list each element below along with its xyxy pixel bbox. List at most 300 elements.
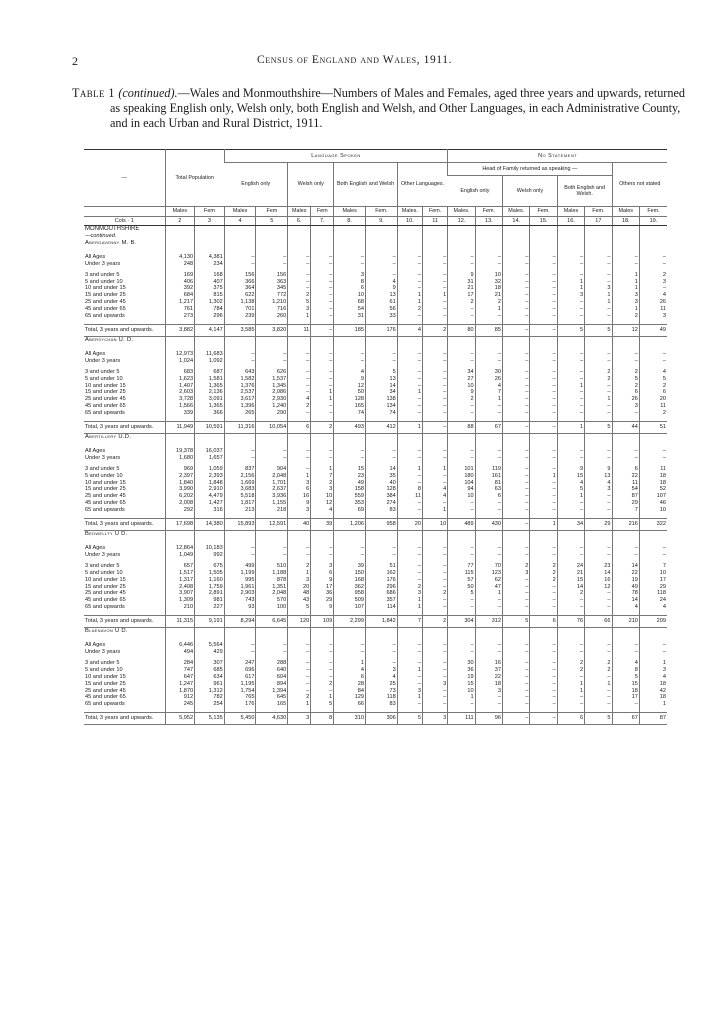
- cols-label: Cols · 1: [84, 217, 165, 226]
- total-cell: 51: [639, 422, 667, 434]
- table-cell: –: [422, 604, 447, 611]
- table-cell: 1,092: [195, 358, 225, 365]
- table-cell: 1,217: [165, 299, 195, 306]
- table-cell: 1,199: [224, 570, 256, 577]
- total-cell: 96: [475, 713, 502, 725]
- total-cell: 88: [448, 422, 475, 434]
- total-cell: 5: [503, 616, 530, 628]
- table-cell: –: [585, 688, 612, 695]
- table-cell: 14: [612, 563, 639, 570]
- table-cell: –: [448, 649, 475, 656]
- table-cell: 815: [195, 292, 225, 299]
- table-row: [84, 473, 667, 480]
- total-cell: 185: [334, 324, 366, 336]
- table-cell: 48: [288, 590, 311, 597]
- table-cell: 1,870: [165, 688, 195, 695]
- table-cell: –: [475, 410, 502, 417]
- table-cell: –: [585, 306, 612, 313]
- empty-cell: [639, 336, 667, 351]
- table-cell: –: [503, 396, 530, 403]
- table-cell: –: [288, 285, 311, 292]
- table-cell: –: [475, 254, 502, 261]
- empty-cell: [165, 336, 195, 351]
- hf-both-header: Both English and Welsh.: [557, 176, 612, 207]
- table-cell: –: [288, 552, 311, 559]
- table-cell: 94: [448, 486, 475, 493]
- table-row: [84, 570, 667, 577]
- table-cell: 104: [448, 480, 475, 487]
- table-cell: 83: [366, 507, 398, 514]
- table-cell: 288: [256, 660, 288, 667]
- table-cell: 2: [475, 299, 502, 306]
- table-cell: 31: [448, 279, 475, 286]
- table-cell: –: [557, 376, 584, 383]
- table-cell: 5,518: [224, 493, 256, 500]
- empty-cell: [366, 628, 398, 643]
- table-cell: 2: [612, 313, 639, 320]
- table-cell: 1,059: [195, 466, 225, 473]
- table-cell: 210: [165, 604, 195, 611]
- table-cell: –: [311, 649, 334, 656]
- table-cell: –: [311, 455, 334, 462]
- table-row: [84, 272, 667, 279]
- empty-cell: [288, 628, 311, 643]
- table-cell: 12: [585, 584, 612, 591]
- table-cell: –: [475, 448, 502, 455]
- table-cell: –: [503, 272, 530, 279]
- table-cell: 5: [288, 299, 311, 306]
- table-cell: 1,407: [165, 383, 195, 390]
- table-cell: –: [503, 292, 530, 299]
- table-cell: 5: [557, 486, 584, 493]
- table-cell: –: [311, 306, 334, 313]
- table-cell: –: [311, 313, 334, 320]
- table-cell: –: [475, 500, 502, 507]
- table-cell: –: [422, 369, 447, 376]
- table-cell: 213: [224, 507, 256, 514]
- table-cell: 604: [256, 674, 288, 681]
- table-cell: –: [366, 649, 398, 656]
- table-cell: 1: [334, 660, 366, 667]
- table-cell: 11,683: [195, 351, 225, 358]
- table-cell: –: [557, 642, 584, 649]
- table-cell: –: [530, 500, 557, 507]
- table-cell: –: [503, 358, 530, 365]
- table-cell: 1: [311, 694, 334, 701]
- table-row: [84, 376, 667, 383]
- table-cell: –: [311, 448, 334, 455]
- table-cell: 1: [288, 473, 311, 480]
- table-cell: 1: [288, 313, 311, 320]
- total-cell: –: [530, 713, 557, 725]
- total-cell: 44: [612, 422, 639, 434]
- empty-cell: [585, 226, 612, 233]
- district-name-row: [84, 531, 667, 546]
- table-cell: –: [585, 597, 612, 604]
- table-cell: –: [422, 642, 447, 649]
- table-cell: –: [612, 701, 639, 708]
- total-cell: 5: [397, 713, 422, 725]
- age-label: 5 and under 10: [85, 666, 123, 673]
- table-cell: –: [397, 410, 422, 417]
- table-cell: –: [422, 455, 447, 462]
- table-cell: –: [503, 545, 530, 552]
- table-cell: –: [397, 285, 422, 292]
- table-cell: –: [557, 701, 584, 708]
- empty-cell: [311, 226, 334, 233]
- table-cell: 1: [422, 466, 447, 473]
- total-row: [84, 519, 667, 531]
- table-cell: 3: [311, 563, 334, 570]
- table-cell: 1: [448, 694, 475, 701]
- age-label: 10 and under 15: [85, 479, 126, 486]
- table-cell: –: [422, 376, 447, 383]
- empty-cell: [639, 226, 667, 233]
- table-cell: 56: [366, 306, 398, 313]
- table-cell: 2,136: [195, 389, 225, 396]
- head-of-family-header: Head of Family returned as speaking —: [448, 163, 612, 176]
- table-cell: –: [397, 701, 422, 708]
- table-cell: 4: [334, 369, 366, 376]
- table-cell: 1: [557, 285, 584, 292]
- table-cell: –: [422, 688, 447, 695]
- table-cell: 2,008: [165, 500, 195, 507]
- table-cell: 9: [334, 376, 366, 383]
- table-row: [84, 597, 667, 604]
- age-label: 45 and under 65: [85, 306, 126, 313]
- table-cell: –: [530, 667, 557, 674]
- table-cell: –: [422, 500, 447, 507]
- table-cell: 384: [366, 493, 398, 500]
- table-cell: 6: [334, 674, 366, 681]
- table-cell: –: [397, 660, 422, 667]
- table-cell: 15: [612, 681, 639, 688]
- table-cell: –: [503, 694, 530, 701]
- table-cell: 296: [195, 313, 225, 320]
- table-cell: –: [397, 642, 422, 649]
- table-row: [84, 254, 667, 261]
- table-cell: 2,910: [195, 486, 225, 493]
- table-cell: 362: [334, 584, 366, 591]
- total-cell: 310: [334, 713, 366, 725]
- empty-cell: [612, 433, 639, 448]
- table-cell: –: [311, 285, 334, 292]
- table-cell: 284: [165, 660, 195, 667]
- county-name: MONMOUTHSHIRE: [85, 226, 140, 232]
- table-cell: 2: [585, 369, 612, 376]
- empty-cell: [530, 433, 557, 448]
- table-cell: 5: [288, 604, 311, 611]
- table-cell: 1: [422, 507, 447, 514]
- sex-subheader: Males: [334, 207, 366, 217]
- table-row: [84, 584, 667, 591]
- table-cell: 1: [397, 694, 422, 701]
- table-cell: 13: [585, 473, 612, 480]
- table-cell: –: [366, 261, 398, 268]
- age-label: 25 and under 45: [85, 396, 126, 403]
- table-cell: –: [311, 299, 334, 306]
- table-cell: 2: [503, 563, 530, 570]
- table-cell: 7: [612, 507, 639, 514]
- table-cell: 9: [288, 500, 311, 507]
- table-cell: 3,091: [195, 396, 225, 403]
- table-cell: –: [366, 552, 398, 559]
- table-cell: –: [422, 597, 447, 604]
- table-cell: 1: [557, 688, 584, 695]
- empty-cell: [195, 226, 225, 233]
- empty-cell: [557, 628, 584, 643]
- table-cell: 129: [334, 694, 366, 701]
- table-cell: 6: [334, 285, 366, 292]
- total-cell: 2,299: [334, 616, 366, 628]
- table-cell: 6: [288, 486, 311, 493]
- district-name: Blaenavon U D.: [85, 628, 128, 635]
- table-cell: –: [503, 667, 530, 674]
- table-cell: –: [503, 376, 530, 383]
- table-cell: 15: [557, 577, 584, 584]
- table-cell: 37: [475, 667, 502, 674]
- table-cell: 11: [612, 480, 639, 487]
- district-name-row: [84, 240, 667, 254]
- table-cell: –: [311, 272, 334, 279]
- table-cell: 1: [612, 306, 639, 313]
- table-cell: 617: [224, 674, 256, 681]
- table-cell: –: [612, 351, 639, 358]
- table-cell: 61: [366, 299, 398, 306]
- table-cell: 747: [165, 667, 195, 674]
- empty-cell: [256, 433, 288, 448]
- table-cell: 1,365: [195, 403, 225, 410]
- table-cell: –: [366, 642, 398, 649]
- total-cell: 3,585: [224, 324, 256, 336]
- table-cell: –: [422, 473, 447, 480]
- table-row: [84, 358, 667, 365]
- empty-cell: [475, 628, 502, 643]
- empty-cell: [612, 531, 639, 546]
- total-cell: 6: [530, 616, 557, 628]
- table-cell: 22: [475, 674, 502, 681]
- table-cell: –: [585, 313, 612, 320]
- table-cell: 134: [366, 403, 398, 410]
- column-number: 2: [165, 217, 195, 226]
- table-cell: –: [557, 403, 584, 410]
- table-cell: –: [557, 351, 584, 358]
- table-cell: 239: [224, 313, 256, 320]
- empty-cell: [165, 531, 195, 546]
- table-header: [84, 150, 667, 226]
- table-cell: –: [530, 545, 557, 552]
- table-row: [84, 285, 667, 292]
- empty-cell: [256, 240, 288, 254]
- language-spoken-header: Language Spoken: [224, 150, 448, 163]
- age-label: 3 and under 5: [85, 562, 120, 569]
- total-cell: 3: [288, 713, 311, 725]
- table-cell: 6: [612, 389, 639, 396]
- table-cell: –: [288, 448, 311, 455]
- table-cell: 19: [612, 577, 639, 584]
- table-cell: –: [422, 383, 447, 390]
- total-row: [84, 713, 667, 725]
- empty-cell: [256, 628, 288, 643]
- table-cell: –: [557, 313, 584, 320]
- column-number: 5: [256, 217, 288, 226]
- table-row: [84, 545, 667, 552]
- table-cell: –: [557, 389, 584, 396]
- table-cell: 1: [397, 292, 422, 299]
- sex-subheader: Males: [557, 207, 584, 217]
- table-cell: 4: [334, 667, 366, 674]
- table-cell: 1,817: [224, 500, 256, 507]
- age-label: All Ages: [85, 642, 106, 649]
- table-cell: –: [311, 642, 334, 649]
- table-cell: –: [557, 261, 584, 268]
- column-number: 8.: [334, 217, 366, 226]
- table-cell: 14: [612, 597, 639, 604]
- table-cell: –: [422, 545, 447, 552]
- table-cell: 345: [256, 285, 288, 292]
- table-cell: –: [288, 376, 311, 383]
- table-cell: –: [585, 694, 612, 701]
- table-cell: 14: [366, 383, 398, 390]
- table-cell: 406: [165, 279, 195, 286]
- total-label: Total, 3 years and upwards.: [84, 519, 165, 531]
- table-cell: 2: [448, 299, 475, 306]
- table-cell: 2,048: [256, 590, 288, 597]
- table-cell: –: [503, 688, 530, 695]
- table-cell: 2,603: [165, 389, 195, 396]
- table-cell: –: [503, 261, 530, 268]
- table-cell: 1: [585, 299, 612, 306]
- table-cell: 54: [334, 306, 366, 313]
- total-cell: 3,820: [256, 324, 288, 336]
- table-cell: 3: [334, 272, 366, 279]
- empty-cell: [530, 240, 557, 254]
- table-cell: –: [585, 642, 612, 649]
- table-cell: –: [503, 473, 530, 480]
- table-cell: 3,907: [165, 590, 195, 597]
- age-label: 25 and under 45: [85, 299, 126, 306]
- table-cell: –: [530, 660, 557, 667]
- total-cell: 1: [397, 422, 422, 434]
- table-cell: –: [397, 500, 422, 507]
- table-cell: –: [503, 681, 530, 688]
- table-cell: –: [475, 351, 502, 358]
- sex-subheader: Fem: [256, 207, 288, 217]
- welsh-only-header: Welsh only: [288, 163, 334, 207]
- empty-cell: [311, 628, 334, 643]
- table-cell: 4: [422, 486, 447, 493]
- empty-cell: [224, 628, 256, 643]
- total-cell: 210: [612, 616, 639, 628]
- table-cell: 904: [256, 466, 288, 473]
- age-label: 10 and under 15: [85, 673, 126, 680]
- empty-cell: [585, 233, 612, 240]
- table-cell: 16: [585, 577, 612, 584]
- table-cell: –: [288, 272, 311, 279]
- table-cell: –: [422, 448, 447, 455]
- total-cell: 29: [585, 519, 612, 531]
- table-cell: –: [224, 261, 256, 268]
- table-cell: –: [639, 642, 667, 649]
- table-cell: –: [503, 597, 530, 604]
- table-cell: –: [448, 455, 475, 462]
- table-cell: 12: [311, 500, 334, 507]
- table-cell: –: [530, 403, 557, 410]
- table-cell: 2: [639, 272, 667, 279]
- table-cell: –: [256, 649, 288, 656]
- table-row: [84, 383, 667, 390]
- table-cell: 156: [256, 272, 288, 279]
- table-cell: –: [530, 480, 557, 487]
- table-cell: 4: [475, 383, 502, 390]
- empty-cell: [165, 433, 195, 448]
- table-cell: 20: [639, 396, 667, 403]
- table-cell: –: [530, 396, 557, 403]
- district-name: Abersychan U. D.: [85, 336, 134, 343]
- table-cell: 158: [334, 486, 366, 493]
- table-cell: –: [448, 306, 475, 313]
- table-cell: –: [288, 261, 311, 268]
- table-cell: 10: [448, 493, 475, 500]
- table-cell: 10: [448, 688, 475, 695]
- table-cell: –: [530, 642, 557, 649]
- empty-cell: [503, 336, 530, 351]
- table-cell: –: [585, 261, 612, 268]
- table-cell: 1,240: [256, 403, 288, 410]
- table-cell: 57: [448, 577, 475, 584]
- table-caption: [72, 86, 694, 131]
- table-cell: –: [557, 507, 584, 514]
- table-cell: –: [224, 455, 256, 462]
- table-cell: –: [557, 358, 584, 365]
- total-row: [84, 616, 667, 628]
- age-label: 3 and under 5: [85, 368, 120, 375]
- table-cell: –: [288, 254, 311, 261]
- empty-cell: [366, 226, 398, 233]
- table-cell: 570: [256, 597, 288, 604]
- sex-subheader-row: [84, 207, 667, 217]
- table-cell: 912: [165, 694, 195, 701]
- table-cell: 5: [366, 369, 398, 376]
- table-row: [84, 261, 667, 268]
- table-cell: 66: [334, 701, 366, 708]
- table-cell: –: [503, 455, 530, 462]
- table-cell: 19: [448, 674, 475, 681]
- others-not-stated-header: Others not stated: [612, 163, 667, 207]
- table-cell: 6,202: [165, 493, 195, 500]
- sex-subheader: Males.: [448, 207, 475, 217]
- empty-cell: [288, 233, 311, 240]
- table-row: [84, 410, 667, 417]
- total-cell: 8: [311, 713, 334, 725]
- age-label: 15 and under 25: [85, 292, 126, 299]
- table-cell: 254: [195, 701, 225, 708]
- table-cell: –: [585, 674, 612, 681]
- table-cell: –: [612, 358, 639, 365]
- table-cell: 4: [639, 369, 667, 376]
- table-cell: –: [612, 642, 639, 649]
- empty-cell: [448, 233, 475, 240]
- table-cell: 8: [397, 486, 422, 493]
- empty-cell: [288, 531, 311, 546]
- table-cell: 364: [224, 285, 256, 292]
- county-row: [84, 226, 667, 233]
- table-cell: 2: [557, 660, 584, 667]
- table-cell: –: [585, 403, 612, 410]
- table-cell: –: [503, 299, 530, 306]
- column-number: 19.: [639, 217, 667, 226]
- empty-cell: [503, 240, 530, 254]
